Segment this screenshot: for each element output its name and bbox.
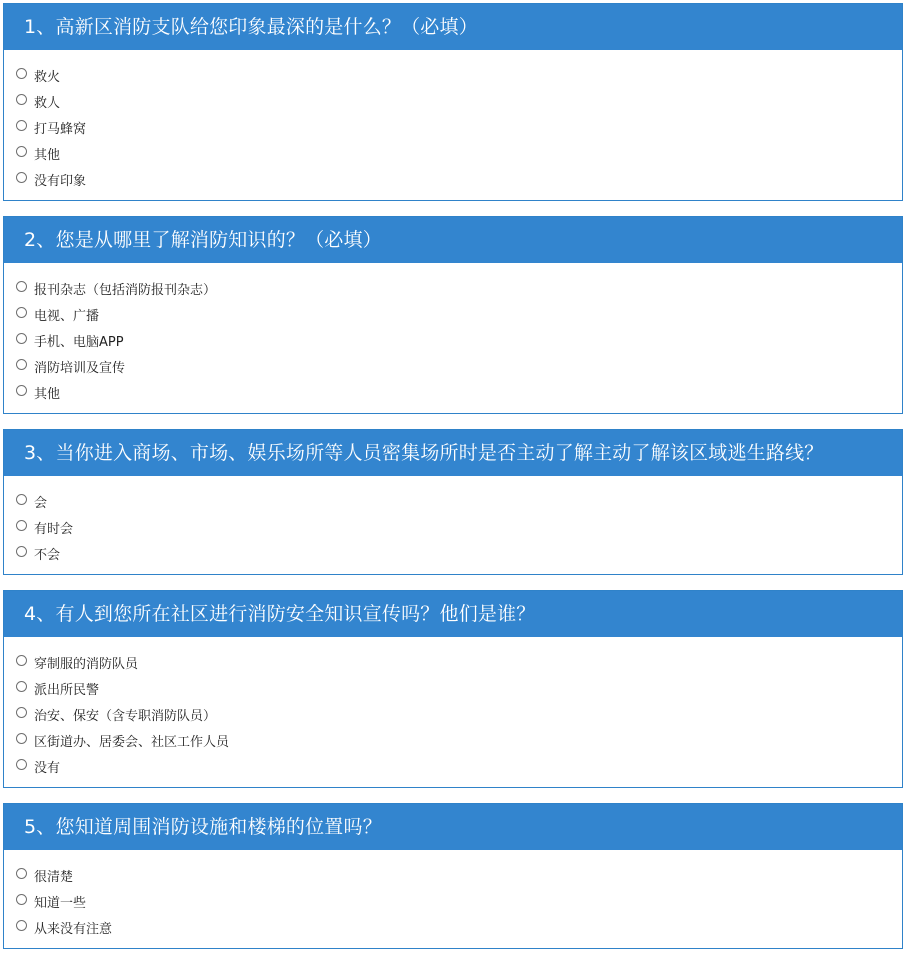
option-item[interactable] bbox=[4, 540, 902, 566]
radio-button[interactable] bbox=[16, 359, 27, 370]
option-label: 很清楚 bbox=[34, 869, 74, 885]
option-list bbox=[4, 637, 902, 787]
radio-button[interactable] bbox=[16, 494, 27, 505]
question-title: 2、您是从哪里了解消防知识的？（必填） bbox=[4, 217, 902, 263]
radio-button[interactable] bbox=[16, 281, 27, 292]
option-label: 派出所民警 bbox=[34, 682, 100, 698]
radio-button[interactable] bbox=[16, 920, 27, 931]
question-card-3 bbox=[3, 429, 903, 575]
question-card-2 bbox=[3, 216, 903, 414]
radio-button[interactable] bbox=[16, 733, 27, 744]
question-card-4 bbox=[3, 590, 903, 788]
option-label: 穿制服的消防队员 bbox=[34, 656, 139, 672]
option-item[interactable] bbox=[4, 379, 902, 405]
radio-button[interactable] bbox=[16, 759, 27, 770]
option-label: 手机、电脑APP bbox=[34, 334, 124, 350]
question-title: 1、高新区消防支队给您印象最深的是什么？（必填） bbox=[4, 4, 902, 50]
option-item[interactable] bbox=[4, 275, 902, 301]
radio-button[interactable] bbox=[16, 681, 27, 692]
option-item[interactable] bbox=[4, 166, 902, 192]
option-label: 报刊杂志（包括消防报刊杂志） bbox=[34, 282, 217, 298]
option-item[interactable] bbox=[4, 888, 902, 914]
option-list bbox=[4, 476, 902, 574]
radio-button[interactable] bbox=[16, 655, 27, 666]
question-card-5 bbox=[3, 803, 903, 949]
option-label: 消防培训及宣传 bbox=[34, 360, 126, 376]
question-title: 3、当你进入商场、市场、娱乐场所等人员密集场所时是否主动了解主动了解该区域逃生路线？ bbox=[4, 430, 902, 476]
option-item[interactable] bbox=[4, 353, 902, 379]
option-list bbox=[4, 50, 902, 200]
option-label: 打马蜂窝 bbox=[34, 121, 87, 137]
option-item[interactable] bbox=[4, 514, 902, 540]
radio-button[interactable] bbox=[16, 894, 27, 905]
option-item[interactable] bbox=[4, 701, 902, 727]
option-item[interactable] bbox=[4, 327, 902, 353]
radio-button[interactable] bbox=[16, 333, 27, 344]
option-label: 不会 bbox=[34, 547, 61, 563]
option-item[interactable] bbox=[4, 862, 902, 888]
radio-button[interactable] bbox=[16, 546, 27, 557]
radio-button[interactable] bbox=[16, 94, 27, 105]
option-label: 有时会 bbox=[34, 521, 74, 537]
question-card-1 bbox=[3, 3, 903, 201]
option-item[interactable] bbox=[4, 727, 902, 753]
option-list bbox=[4, 263, 902, 413]
option-item[interactable] bbox=[4, 675, 902, 701]
option-label: 治安、保安（含专职消防队员） bbox=[34, 708, 217, 724]
option-list bbox=[4, 850, 902, 948]
option-label: 区街道办、居委会、社区工作人员 bbox=[34, 734, 230, 750]
option-item[interactable] bbox=[4, 62, 902, 88]
option-label: 从来没有注意 bbox=[34, 921, 113, 937]
question-title: 5、您知道周围消防设施和楼梯的位置吗？ bbox=[4, 804, 902, 850]
question-title: 4、有人到您所在社区进行消防安全知识宣传吗？他们是谁？ bbox=[4, 591, 902, 637]
radio-button[interactable] bbox=[16, 172, 27, 183]
option-item[interactable] bbox=[4, 753, 902, 779]
option-item[interactable] bbox=[4, 914, 902, 940]
radio-button[interactable] bbox=[16, 520, 27, 531]
radio-button[interactable] bbox=[16, 385, 27, 396]
survey-form bbox=[3, 3, 903, 964]
option-item[interactable] bbox=[4, 88, 902, 114]
option-label: 救火 bbox=[34, 69, 61, 85]
radio-button[interactable] bbox=[16, 68, 27, 79]
option-item[interactable] bbox=[4, 114, 902, 140]
option-item[interactable] bbox=[4, 649, 902, 675]
radio-button[interactable] bbox=[16, 707, 27, 718]
option-label: 没有印象 bbox=[34, 173, 87, 189]
option-label: 其他 bbox=[34, 147, 61, 163]
radio-button[interactable] bbox=[16, 120, 27, 131]
option-label: 其他 bbox=[34, 386, 61, 402]
option-label: 电视、广播 bbox=[34, 308, 100, 324]
option-label: 没有 bbox=[34, 760, 61, 776]
option-label: 救人 bbox=[34, 95, 61, 111]
radio-button[interactable] bbox=[16, 868, 27, 879]
option-item[interactable] bbox=[4, 488, 902, 514]
option-item[interactable] bbox=[4, 301, 902, 327]
option-item[interactable] bbox=[4, 140, 902, 166]
option-label: 会 bbox=[34, 495, 48, 511]
option-label: 知道一些 bbox=[34, 895, 87, 911]
radio-button[interactable] bbox=[16, 146, 27, 157]
radio-button[interactable] bbox=[16, 307, 27, 318]
